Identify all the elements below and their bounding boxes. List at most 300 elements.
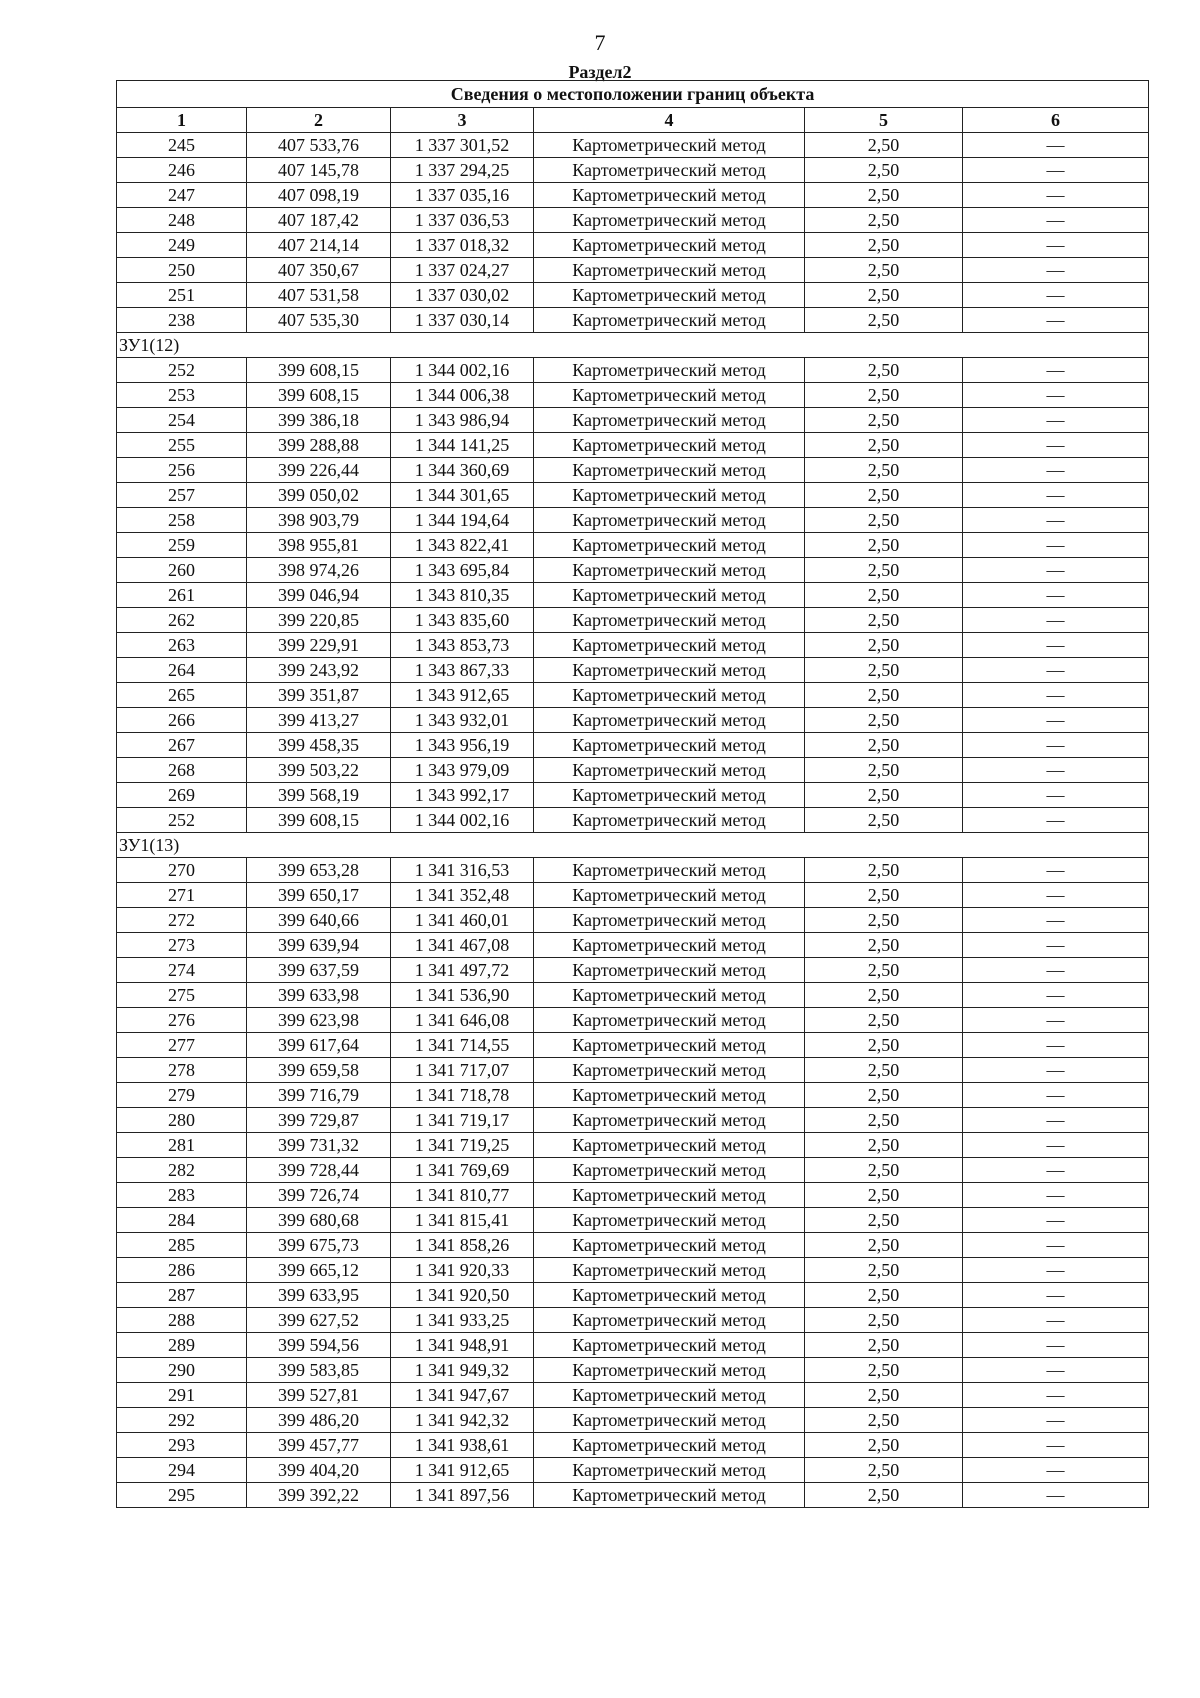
coord-y-cell: 1 343 695,84 <box>391 558 534 583</box>
coord-y-cell: 1 341 920,33 <box>391 1258 534 1283</box>
table-row <box>117 1008 1149 1033</box>
description-cell: — <box>963 1208 1149 1233</box>
point-number-cell: 288 <box>117 1308 247 1333</box>
table-row <box>117 983 1149 1008</box>
point-number-cell: 283 <box>117 1183 247 1208</box>
method-cell: Картометрический метод <box>534 1208 805 1233</box>
coord-y-cell: 1 343 835,60 <box>391 608 534 633</box>
accuracy-cell: 2,50 <box>805 1433 963 1458</box>
table-row <box>117 1383 1149 1408</box>
description-cell: — <box>963 958 1149 983</box>
description-cell: — <box>963 1058 1149 1083</box>
method-cell: Картометрический метод <box>534 358 805 383</box>
point-number-cell: 276 <box>117 1008 247 1033</box>
point-number-cell: 281 <box>117 1133 247 1158</box>
section-title: Раздел2 <box>568 62 632 82</box>
coord-y-cell: 1 341 815,41 <box>391 1208 534 1233</box>
description-cell: — <box>963 583 1149 608</box>
method-cell: Картометрический метод <box>534 783 805 808</box>
method-cell: Картометрический метод <box>534 633 805 658</box>
point-number-cell: 251 <box>117 283 247 308</box>
coord-x-cell: 399 633,98 <box>247 983 391 1008</box>
accuracy-cell: 2,50 <box>805 1108 963 1133</box>
description-cell: — <box>963 508 1149 533</box>
coord-y-cell: 1 341 942,32 <box>391 1408 534 1433</box>
method-cell: Картометрический метод <box>534 1183 805 1208</box>
point-number-cell: 285 <box>117 1233 247 1258</box>
accuracy-cell: 2,50 <box>805 783 963 808</box>
accuracy-cell: 2,50 <box>805 583 963 608</box>
table-row <box>117 358 1149 383</box>
coord-x-cell: 399 486,20 <box>247 1408 391 1433</box>
table-row <box>117 1458 1149 1483</box>
coord-x-cell: 399 608,15 <box>247 358 391 383</box>
description-cell: — <box>963 483 1149 508</box>
method-cell: Картометрический метод <box>534 308 805 333</box>
coord-y-cell: 1 341 646,08 <box>391 1008 534 1033</box>
coord-x-cell: 399 583,85 <box>247 1358 391 1383</box>
method-cell: Картометрический метод <box>534 158 805 183</box>
method-cell: Картометрический метод <box>534 1308 805 1333</box>
accuracy-cell: 2,50 <box>805 1308 963 1333</box>
description-cell: — <box>963 308 1149 333</box>
coord-y-cell: 1 337 030,14 <box>391 308 534 333</box>
description-cell: — <box>963 258 1149 283</box>
accuracy-cell: 2,50 <box>805 433 963 458</box>
accuracy-cell: 2,50 <box>805 383 963 408</box>
table-row <box>117 208 1149 233</box>
coord-y-cell: 1 341 938,61 <box>391 1433 534 1458</box>
boundary-table <box>116 80 1149 1508</box>
point-number-cell: 295 <box>117 1483 247 1508</box>
coord-y-cell: 1 341 497,72 <box>391 958 534 983</box>
coord-y-cell: 1 337 294,25 <box>391 158 534 183</box>
method-cell: Картометрический метод <box>534 883 805 908</box>
table-row <box>117 383 1149 408</box>
description-cell: — <box>963 1458 1149 1483</box>
point-number-cell: 280 <box>117 1108 247 1133</box>
coord-x-cell: 399 716,79 <box>247 1083 391 1108</box>
coord-x-cell: 399 046,94 <box>247 583 391 608</box>
method-cell: Картометрический метод <box>534 1133 805 1158</box>
point-number-cell: 294 <box>117 1458 247 1483</box>
method-cell: Картометрический метод <box>534 1083 805 1108</box>
table-row <box>117 458 1149 483</box>
column-header: 2 <box>247 108 391 133</box>
point-number-cell: 253 <box>117 383 247 408</box>
point-number-cell: 282 <box>117 1158 247 1183</box>
coord-y-cell: 1 341 467,08 <box>391 933 534 958</box>
accuracy-cell: 2,50 <box>805 858 963 883</box>
table-row <box>117 633 1149 658</box>
description-cell: — <box>963 1433 1149 1458</box>
description-cell: — <box>963 1358 1149 1383</box>
point-number-cell: 277 <box>117 1033 247 1058</box>
coord-y-cell: 1 344 141,25 <box>391 433 534 458</box>
coord-x-cell: 399 639,94 <box>247 933 391 958</box>
point-number-cell: 263 <box>117 633 247 658</box>
accuracy-cell: 2,50 <box>805 358 963 383</box>
table-row <box>117 1133 1149 1158</box>
coord-y-cell: 1 344 360,69 <box>391 458 534 483</box>
description-cell: — <box>963 983 1149 1008</box>
coord-x-cell: 399 637,59 <box>247 958 391 983</box>
coord-x-cell: 399 527,81 <box>247 1383 391 1408</box>
table-body <box>117 133 1149 1508</box>
table-row <box>117 1108 1149 1133</box>
accuracy-cell: 2,50 <box>805 983 963 1008</box>
point-number-cell: 254 <box>117 408 247 433</box>
point-number-cell: 289 <box>117 1333 247 1358</box>
method-cell: Картометрический метод <box>534 433 805 458</box>
coord-y-cell: 1 341 316,53 <box>391 858 534 883</box>
description-cell: — <box>963 433 1149 458</box>
table-caption-row <box>117 81 1149 108</box>
table-row <box>117 658 1149 683</box>
table-row <box>117 1433 1149 1458</box>
table-row <box>117 1183 1149 1208</box>
accuracy-cell: 2,50 <box>805 1483 963 1508</box>
coord-x-cell: 398 974,26 <box>247 558 391 583</box>
table-row <box>117 258 1149 283</box>
coord-x-cell: 407 187,42 <box>247 208 391 233</box>
point-number-cell: 256 <box>117 458 247 483</box>
coord-x-cell: 399 050,02 <box>247 483 391 508</box>
point-number-cell: 255 <box>117 433 247 458</box>
coord-y-cell: 1 343 932,01 <box>391 708 534 733</box>
method-cell: Картометрический метод <box>534 658 805 683</box>
description-cell: — <box>963 233 1149 258</box>
accuracy-cell: 2,50 <box>805 458 963 483</box>
table-row <box>117 1233 1149 1258</box>
method-cell: Картометрический метод <box>534 1383 805 1408</box>
accuracy-cell: 2,50 <box>805 933 963 958</box>
group-label: ЗУ1(12) <box>117 333 1149 358</box>
point-number-cell: 259 <box>117 533 247 558</box>
coord-y-cell: 1 341 352,48 <box>391 883 534 908</box>
coord-y-cell: 1 343 822,41 <box>391 533 534 558</box>
method-cell: Картометрический метод <box>534 808 805 833</box>
coord-x-cell: 399 288,88 <box>247 433 391 458</box>
point-number-cell: 266 <box>117 708 247 733</box>
point-number-cell: 271 <box>117 883 247 908</box>
method-cell: Картометрический метод <box>534 283 805 308</box>
coord-y-cell: 1 344 002,16 <box>391 358 534 383</box>
method-cell: Картометрический метод <box>534 458 805 483</box>
coord-x-cell: 399 665,12 <box>247 1258 391 1283</box>
point-number-cell: 291 <box>117 1383 247 1408</box>
method-cell: Картометрический метод <box>534 1433 805 1458</box>
coord-y-cell: 1 341 933,25 <box>391 1308 534 1333</box>
coord-y-cell: 1 344 006,38 <box>391 383 534 408</box>
description-cell: — <box>963 658 1149 683</box>
point-number-cell: 260 <box>117 558 247 583</box>
method-cell: Картометрический метод <box>534 583 805 608</box>
coord-x-cell: 398 903,79 <box>247 508 391 533</box>
coord-x-cell: 399 220,85 <box>247 608 391 633</box>
coord-x-cell: 399 404,20 <box>247 1458 391 1483</box>
table-row <box>117 558 1149 583</box>
description-cell: — <box>963 1333 1149 1358</box>
description-cell: — <box>963 1108 1149 1133</box>
description-cell: — <box>963 383 1149 408</box>
accuracy-cell: 2,50 <box>805 1408 963 1433</box>
coord-y-cell: 1 341 717,07 <box>391 1058 534 1083</box>
method-cell: Картометрический метод <box>534 208 805 233</box>
table-row <box>117 783 1149 808</box>
coord-y-cell: 1 343 979,09 <box>391 758 534 783</box>
method-cell: Картометрический метод <box>534 1233 805 1258</box>
coord-x-cell: 407 535,30 <box>247 308 391 333</box>
accuracy-cell: 2,50 <box>805 958 963 983</box>
coord-x-cell: 399 675,73 <box>247 1233 391 1258</box>
coord-y-cell: 1 343 853,73 <box>391 633 534 658</box>
method-cell: Картометрический метод <box>534 758 805 783</box>
table-row <box>117 1283 1149 1308</box>
table-row <box>117 733 1149 758</box>
method-cell: Картометрический метод <box>534 1108 805 1133</box>
coord-x-cell: 399 731,32 <box>247 1133 391 1158</box>
point-number-cell: 279 <box>117 1083 247 1108</box>
accuracy-cell: 2,50 <box>805 1208 963 1233</box>
description-cell: — <box>963 683 1149 708</box>
method-cell: Картометрический метод <box>534 858 805 883</box>
coord-y-cell: 1 341 718,78 <box>391 1083 534 1108</box>
method-cell: Картометрический метод <box>534 1283 805 1308</box>
point-number-cell: 278 <box>117 1058 247 1083</box>
point-number-cell: 248 <box>117 208 247 233</box>
description-cell: — <box>963 1233 1149 1258</box>
coord-x-cell: 399 608,15 <box>247 383 391 408</box>
point-number-cell: 249 <box>117 233 247 258</box>
point-number-cell: 273 <box>117 933 247 958</box>
coord-y-cell: 1 341 949,32 <box>391 1358 534 1383</box>
description-cell: — <box>963 1033 1149 1058</box>
point-number-cell: 238 <box>117 308 247 333</box>
description-cell: — <box>963 1183 1149 1208</box>
method-cell: Картометрический метод <box>534 1333 805 1358</box>
description-cell: — <box>963 1408 1149 1433</box>
method-cell: Картометрический метод <box>534 383 805 408</box>
description-cell: — <box>963 1008 1149 1033</box>
description-cell: — <box>963 183 1149 208</box>
point-number-cell: 268 <box>117 758 247 783</box>
table-row <box>117 908 1149 933</box>
accuracy-cell: 2,50 <box>805 1358 963 1383</box>
coord-x-cell: 399 458,35 <box>247 733 391 758</box>
method-cell: Картометрический метод <box>534 1158 805 1183</box>
table-row <box>117 508 1149 533</box>
method-cell: Картометрический метод <box>534 683 805 708</box>
method-cell: Картометрический метод <box>534 733 805 758</box>
coord-y-cell: 1 343 992,17 <box>391 783 534 808</box>
coord-y-cell: 1 341 810,77 <box>391 1183 534 1208</box>
table-row <box>117 583 1149 608</box>
table-row <box>117 1358 1149 1383</box>
accuracy-cell: 2,50 <box>805 1258 963 1283</box>
coord-x-cell: 399 413,27 <box>247 708 391 733</box>
page-number: 7 <box>594 30 606 55</box>
method-cell: Картометрический метод <box>534 933 805 958</box>
method-cell: Картометрический метод <box>534 1033 805 1058</box>
description-cell: — <box>963 933 1149 958</box>
description-cell: — <box>963 408 1149 433</box>
accuracy-cell: 2,50 <box>805 183 963 208</box>
coord-x-cell: 407 531,58 <box>247 283 391 308</box>
coord-y-cell: 1 337 024,27 <box>391 258 534 283</box>
point-number-cell: 261 <box>117 583 247 608</box>
coord-y-cell: 1 337 301,52 <box>391 133 534 158</box>
coord-x-cell: 399 243,92 <box>247 658 391 683</box>
table-row <box>117 283 1149 308</box>
point-number-cell: 269 <box>117 783 247 808</box>
coord-y-cell: 1 341 719,17 <box>391 1108 534 1133</box>
description-cell: — <box>963 283 1149 308</box>
table-row <box>117 533 1149 558</box>
table-row <box>117 1033 1149 1058</box>
column-header: 4 <box>534 108 805 133</box>
table-caption: Сведения о местоположении границ объекта <box>117 81 1149 108</box>
coord-x-cell: 399 640,66 <box>247 908 391 933</box>
coord-y-cell: 1 341 897,56 <box>391 1483 534 1508</box>
coord-x-cell: 399 653,28 <box>247 858 391 883</box>
table-row <box>117 1333 1149 1358</box>
description-cell: — <box>963 758 1149 783</box>
column-header: 6 <box>963 108 1149 133</box>
coord-x-cell: 399 623,98 <box>247 1008 391 1033</box>
accuracy-cell: 2,50 <box>805 758 963 783</box>
accuracy-cell: 2,50 <box>805 1458 963 1483</box>
table-row <box>117 158 1149 183</box>
method-cell: Картометрический метод <box>534 408 805 433</box>
description-cell: — <box>963 908 1149 933</box>
accuracy-cell: 2,50 <box>805 558 963 583</box>
accuracy-cell: 2,50 <box>805 258 963 283</box>
method-cell: Картометрический метод <box>534 183 805 208</box>
point-number-cell: 284 <box>117 1208 247 1233</box>
table-row <box>117 1208 1149 1233</box>
description-cell: — <box>963 458 1149 483</box>
description-cell: — <box>963 633 1149 658</box>
accuracy-cell: 2,50 <box>805 1283 963 1308</box>
coord-y-cell: 1 341 769,69 <box>391 1158 534 1183</box>
accuracy-cell: 2,50 <box>805 158 963 183</box>
table-row <box>117 608 1149 633</box>
table-row <box>117 883 1149 908</box>
accuracy-cell: 2,50 <box>805 708 963 733</box>
coord-x-cell: 399 386,18 <box>247 408 391 433</box>
description-cell: — <box>963 558 1149 583</box>
method-cell: Картометрический метод <box>534 1458 805 1483</box>
description-cell: — <box>963 808 1149 833</box>
table-row <box>117 1483 1149 1508</box>
coord-x-cell: 407 350,67 <box>247 258 391 283</box>
accuracy-cell: 2,50 <box>805 233 963 258</box>
accuracy-cell: 2,50 <box>805 1158 963 1183</box>
description-cell: — <box>963 883 1149 908</box>
method-cell: Картометрический метод <box>534 1408 805 1433</box>
method-cell: Картометрический метод <box>534 1058 805 1083</box>
table-row <box>117 683 1149 708</box>
coord-y-cell: 1 337 018,32 <box>391 233 534 258</box>
group-row <box>117 333 1149 358</box>
description-cell: — <box>963 133 1149 158</box>
coord-y-cell: 1 341 858,26 <box>391 1233 534 1258</box>
method-cell: Картометрический метод <box>534 1358 805 1383</box>
coord-y-cell: 1 337 036,53 <box>391 208 534 233</box>
coord-x-cell: 399 608,15 <box>247 808 391 833</box>
coord-y-cell: 1 343 810,35 <box>391 583 534 608</box>
description-cell: — <box>963 783 1149 808</box>
description-cell: — <box>963 1283 1149 1308</box>
table-row <box>117 308 1149 333</box>
accuracy-cell: 2,50 <box>805 1033 963 1058</box>
table-row <box>117 1308 1149 1333</box>
accuracy-cell: 2,50 <box>805 483 963 508</box>
table-row <box>117 758 1149 783</box>
column-number-row <box>117 108 1149 133</box>
coord-y-cell: 1 337 030,02 <box>391 283 534 308</box>
accuracy-cell: 2,50 <box>805 408 963 433</box>
method-cell: Картометрический метод <box>534 233 805 258</box>
description-cell: — <box>963 708 1149 733</box>
method-cell: Картометрический метод <box>534 558 805 583</box>
method-cell: Картометрический метод <box>534 708 805 733</box>
coord-y-cell: 1 341 719,25 <box>391 1133 534 1158</box>
table-row <box>117 808 1149 833</box>
description-cell: — <box>963 533 1149 558</box>
point-number-cell: 286 <box>117 1258 247 1283</box>
description-cell: — <box>963 1158 1149 1183</box>
coord-y-cell: 1 343 956,19 <box>391 733 534 758</box>
method-cell: Картометрический метод <box>534 958 805 983</box>
table-row <box>117 1158 1149 1183</box>
coord-y-cell: 1 337 035,16 <box>391 183 534 208</box>
accuracy-cell: 2,50 <box>805 508 963 533</box>
table-row <box>117 133 1149 158</box>
coord-y-cell: 1 341 947,67 <box>391 1383 534 1408</box>
accuracy-cell: 2,50 <box>805 733 963 758</box>
description-cell: — <box>963 608 1149 633</box>
accuracy-cell: 2,50 <box>805 1183 963 1208</box>
point-number-cell: 270 <box>117 858 247 883</box>
accuracy-cell: 2,50 <box>805 808 963 833</box>
coord-y-cell: 1 343 912,65 <box>391 683 534 708</box>
method-cell: Картометрический метод <box>534 508 805 533</box>
method-cell: Картометрический метод <box>534 258 805 283</box>
point-number-cell: 293 <box>117 1433 247 1458</box>
coord-x-cell: 398 955,81 <box>247 533 391 558</box>
accuracy-cell: 2,50 <box>805 283 963 308</box>
table-row <box>117 183 1149 208</box>
table-row <box>117 933 1149 958</box>
coord-y-cell: 1 341 920,50 <box>391 1283 534 1308</box>
accuracy-cell: 2,50 <box>805 1333 963 1358</box>
point-number-cell: 257 <box>117 483 247 508</box>
coord-y-cell: 1 341 460,01 <box>391 908 534 933</box>
method-cell: Картометрический метод <box>534 608 805 633</box>
column-header: 1 <box>117 108 247 133</box>
method-cell: Картометрический метод <box>534 483 805 508</box>
point-number-cell: 252 <box>117 808 247 833</box>
table-row <box>117 433 1149 458</box>
coord-x-cell: 399 226,44 <box>247 458 391 483</box>
accuracy-cell: 2,50 <box>805 133 963 158</box>
column-header: 5 <box>805 108 963 133</box>
method-cell: Картометрический метод <box>534 908 805 933</box>
coord-x-cell: 407 214,14 <box>247 233 391 258</box>
coord-y-cell: 1 344 301,65 <box>391 483 534 508</box>
